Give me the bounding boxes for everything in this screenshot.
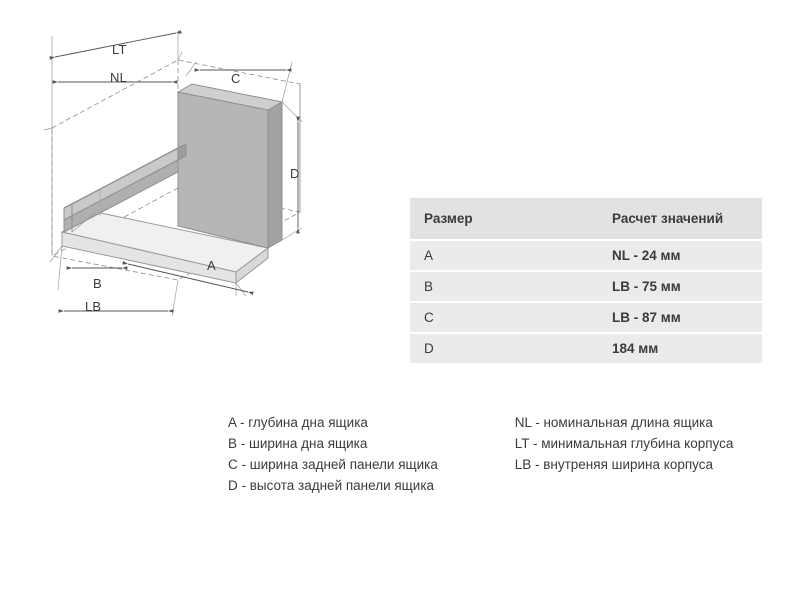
- legend: [228, 412, 773, 496]
- legend-column-right: [515, 412, 773, 496]
- table-row: [410, 240, 762, 271]
- dim-label-b: B: [93, 276, 102, 291]
- drawer-isometric-svg: [0, 0, 420, 360]
- row-code: B: [410, 271, 598, 302]
- legend-item: D - высота задней панели ящика: [228, 478, 435, 493]
- legend-item: LB - внутреняя ширина корпуса: [514, 457, 714, 472]
- table-header-calculation: Расчет значений: [598, 198, 762, 240]
- legend-item: B - ширина дна ящика: [228, 436, 368, 451]
- dim-label-d: D: [290, 166, 300, 181]
- row-code: D: [410, 333, 598, 363]
- table-header-row: [410, 198, 762, 240]
- drawer-technical-drawing: [0, 0, 420, 360]
- table-row: [410, 333, 762, 363]
- row-value: 184 мм: [598, 333, 762, 363]
- row-value: LB - 75 мм: [598, 271, 762, 302]
- table-row: [410, 271, 762, 302]
- table-row: [410, 302, 762, 333]
- dimensions-table: [410, 198, 762, 363]
- row-value: NL - 24 мм: [598, 240, 762, 271]
- row-code: C: [410, 302, 598, 333]
- legend-column-left: [228, 412, 477, 496]
- legend-item: NL - номинальная длина ящика: [514, 415, 713, 430]
- row-value: LB - 87 мм: [598, 302, 762, 333]
- dim-label-a: A: [207, 258, 216, 273]
- dim-label-c: C: [231, 71, 241, 86]
- legend-item: A - глубина дна ящика: [228, 415, 368, 430]
- legend-item: LT - минимальная глубина корпуса: [514, 436, 734, 451]
- row-code: A: [410, 240, 598, 271]
- table-header-size: Размер: [410, 198, 598, 240]
- dim-label-lt: LT: [112, 42, 127, 57]
- dim-label-lb: LB: [85, 299, 102, 314]
- dim-label-nl: NL: [110, 70, 128, 85]
- legend-item: C - ширина задней панели ящика: [228, 457, 438, 472]
